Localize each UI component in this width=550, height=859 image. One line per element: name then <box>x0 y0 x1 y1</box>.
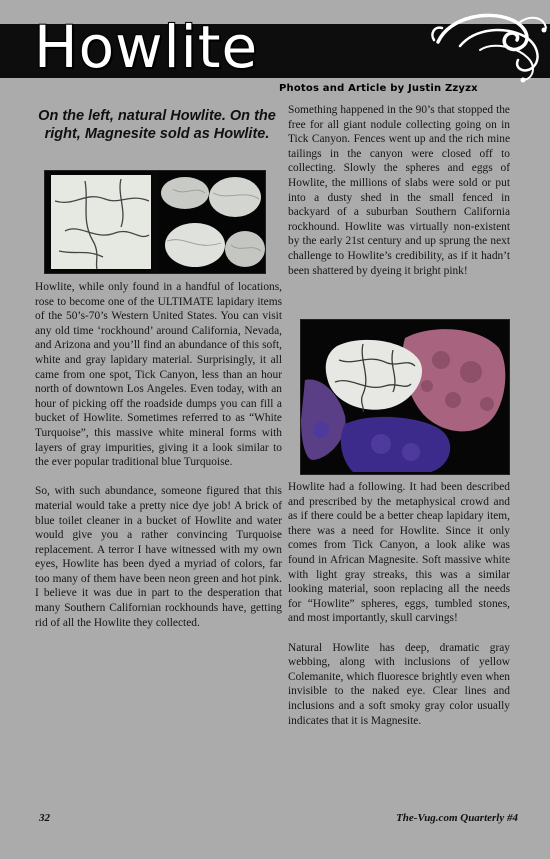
dyed-howlite-photo <box>300 319 510 475</box>
swirl-ornament-icon <box>420 6 550 84</box>
right-column-text-top <box>288 103 510 293</box>
paragraph: Something happened in the 90’s that stopped the free for all giant nodule collecting going on in Tick Canyon. Fences went up and the rich mine tailings in the canyon were closed off to collecting. Slowly the spheres and eggs of Howlite, the millions of slabs were sold or put into a dusty shed in the small fenced in backyard of a suburban Southern California rockhound. Howlite was virtually non-existent by the early 21st century and up sprung the next challenge to Howlite’s credibility, as if it hadn’t been shattered by dyeing it bright pink! <box>288 104 510 277</box>
paragraph: Natural Howlite has deep, dramatic gray webbing, along with inclusions of yellow Colemanite, which fluoresce brightly even when invisible to the naked eye. Clear lines and inclusions and a soft smoky gray color usually indicates that it is Magnesite. <box>288 641 510 727</box>
publication-name: The-Vug.com Quarterly #4 <box>396 812 518 824</box>
right-column-text-bottom <box>288 480 510 743</box>
page-number: 32 <box>39 812 50 824</box>
article-title: Howlite <box>34 13 259 81</box>
left-column-text <box>35 280 282 645</box>
byline: Photos and Article by Justin Zzyzx <box>279 83 478 94</box>
photo-caption: On the left, natural Howlite. On the right, Magnesite sold as Howlite. <box>38 108 276 142</box>
paragraph: Howlite had a following. It had been described and prescribed by the metaphysical crowd and as if there could be a better cheap lapidary item, there was a need for Howlite. Since it only comes from Tick Canyon, a look alike was found in African Magnesite. Soft massive white with light gray streaks, this was a similar looking material, soon replacing all the needs for “Howlite” spheres, eggs, tumbled stones, and most importantly, skull carvings! <box>288 481 510 625</box>
paragraph: Howlite, while only found in a handful of locations, rose to become one of the ULTIMATE lapidary items of the 50’s-70’s Western United States. You can visit any old time ‘rockhound’ around California, Nevada, and Arizona and you’ll find an abundance of this soft, white and gray lapidary material. Surprisingly, it all came from one spot, Tick Canyon, less than an hour north of downtown Los Angeles. Even today, with an hour of picking off the roadside dumps you can fill a bucket of Howlite. Sometimes referred to as “White Turquoise”, this massive white mineral forms with layers of gray impurities, giving it a look similar to the ever popular traditional blue Turquoise. <box>35 281 282 469</box>
paragraph: So, with such abundance, someone figured that this material would take a pretty nice dye job! A brick of blue toilet cleaner in a bucket of Howlite and water would give you a rather convincing Turquoise replacement. A terror I have witnessed with my own eyes, Howlite has been dyed a myriad of colors, far too many of them have been neon green and hot pink. I believe it was due in part to the desperation that many Southern Californian rockhounds have, getting rid of all the Howlite they collected. <box>35 485 282 629</box>
howlite-magnesite-photo <box>44 170 266 274</box>
